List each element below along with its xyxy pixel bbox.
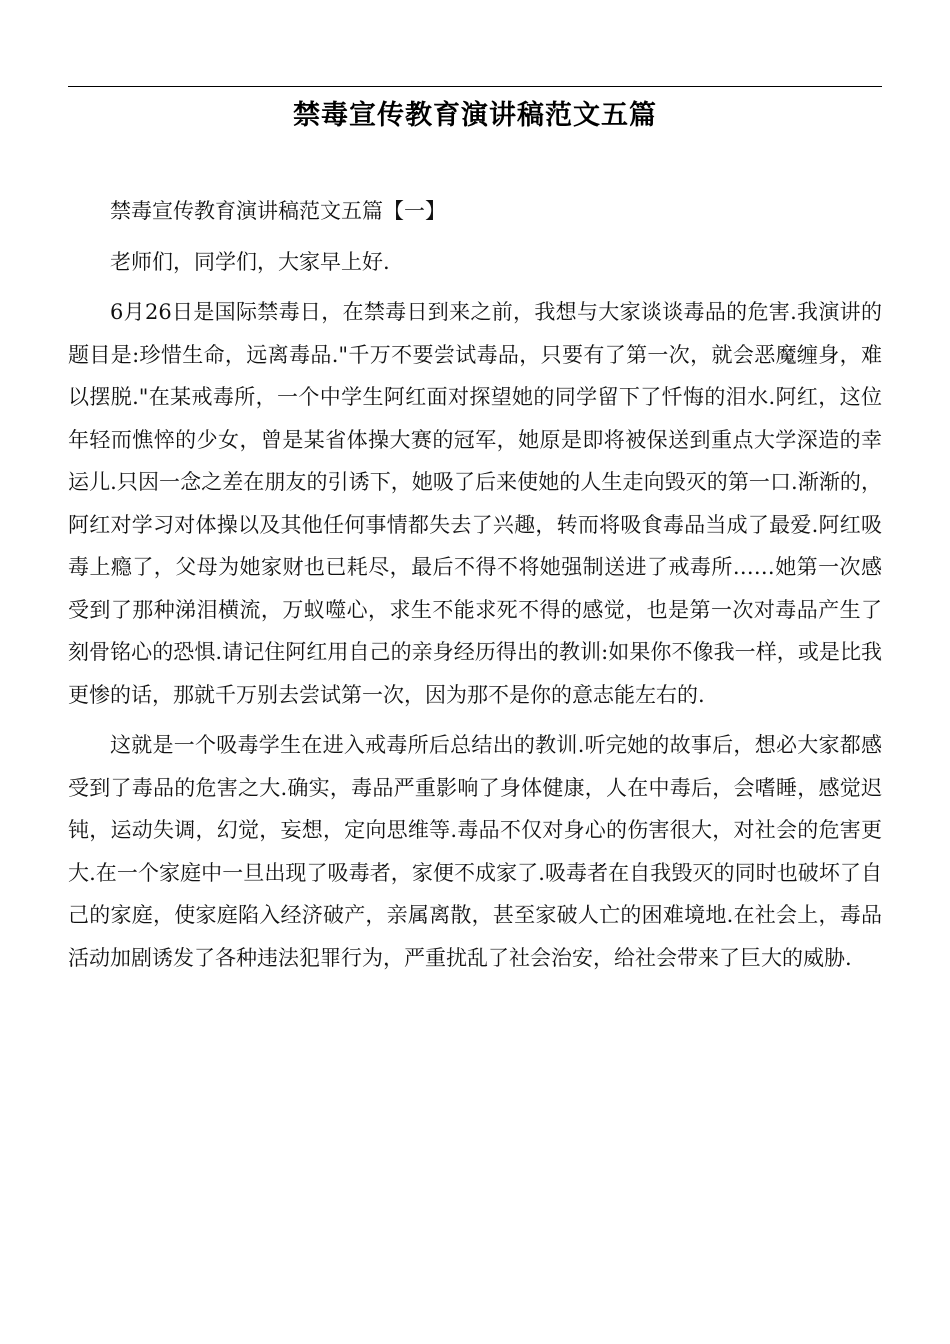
body-paragraph: 6月26日是国际禁毒日，在禁毒日到来之前，我想与大家谈谈毒品的危害.我演讲的题目是:珍惜生命，远离毒品."千万不要尝试毒品，只要有了第一次，就会恶魔缠身，难以摆脱."在某戒毒所，一个中学生阿红面对探望她的同学留下了忏悔的泪水.阿红，这位年轻而憔悴的少女，曾是某省体操大赛的冠军，她原是即将被保送到重点大学深造的幸运儿.只因一念之差在朋友的引诱下，她吸了后来使她的人生走向毁灭的第一口.渐渐的，阿红对学习对体操以及其他任何事情都失去了兴趣，转而将吸食毒品当成了最爱.阿红吸毒上瘾了，父母为她家财也已耗尽，最后不得不将她强制送进了戒毒所……她第一次感受到了那种涕泪横流，万蚁噬心，求生不能求死不得的感觉，也是第一次对毒品产生了刻骨铭心的恐惧.请记住阿红用自己的亲身经历得出的教训:如果你不像我一样，或是比我更惨的话，那就千万别去尝试第一次，因为那不是你的意志能左右的. <box>68 300 883 707</box>
body-paragraph: 这就是一个吸毒学生在进入戒毒所后总结出的教训.听完她的故事后，想必大家都感受到了毒品的危害之大.确实，毒品严重影响了身体健康，人在中毒后，会嗜睡，感觉迟钝，运动失调，幻觉，妄想，定向思维等.毒品不仅对身心的伤害很大，对社会的危害更大.在一个家庭中一旦出现了吸毒者，家便不成家了.吸毒者在自我毁灭的同时也破坏了自己的家庭，使家庭陷入经济破产，亲属离散，甚至家破人亡的困难境地.在社会上，毒品活动加剧诱发了各种违法犯罪行为，严重扰乱了社会治安，给社会带来了巨大的威胁. <box>68 733 882 970</box>
greeting-paragraph: 老师们，同学们，大家早上好. <box>110 249 390 274</box>
document-title: 禁毒宣传教育演讲稿范文五篇 <box>293 100 657 131</box>
document-body <box>68 190 882 979</box>
header-rule <box>68 86 882 87</box>
section-heading: 禁毒宣传教育演讲稿范文五篇【一】 <box>110 199 446 223</box>
